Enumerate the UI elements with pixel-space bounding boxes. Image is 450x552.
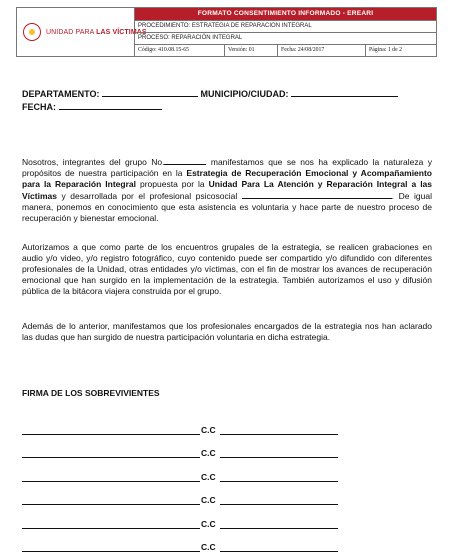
- location-fields: [22, 87, 432, 113]
- signature-row: C.C: [22, 458, 342, 482]
- signature-line[interactable]: [22, 434, 200, 435]
- paragraph-clarification: Además de lo anterior, manifestamos que los profesionales encargados de la estrategia nos han aclarado las dudas que han surgido de nuestra participación voluntaria en dicha estrategia.: [22, 321, 432, 343]
- fecha-blank[interactable]: [59, 100, 162, 110]
- signatures-title: FIRMA DE LOS SOBREVIVIENTES: [22, 388, 160, 398]
- municipio-label: MUNICIPIO/CIUDAD:: [201, 89, 289, 99]
- departamento-label: DEPARTAMENTO:: [22, 89, 100, 99]
- form-title: FORMATO CONSENTIMIENTO INFORMADO - EREARI: [135, 8, 436, 20]
- signature-row: C.C: [22, 505, 342, 529]
- code-cell: Código: 410.08.15-65: [135, 45, 225, 56]
- date-cell: Fecha: 24/08/2017: [278, 45, 366, 56]
- fecha-label: FECHA:: [22, 102, 56, 112]
- signature-list: [22, 411, 342, 552]
- signature-line[interactable]: [22, 457, 200, 458]
- procedure-row: PROCEDIMIENTO: ESTRATEGIA DE REPARACION INTEGRAL: [135, 20, 436, 32]
- header-info: [135, 8, 436, 56]
- id-line[interactable]: [220, 528, 338, 529]
- professional-name-blank[interactable]: [242, 190, 392, 199]
- departamento-blank[interactable]: [102, 87, 198, 97]
- id-line[interactable]: [220, 504, 338, 505]
- metadata-row: [135, 44, 436, 56]
- signature-row: C.C: [22, 435, 342, 459]
- paragraph-authorization: Autorizamos a que como parte de los encuentros grupales de la estrategia, se realicen grabaciones en audio y/o video, y/o registro fotográfico, cuyo contenido puede ser compartido y/o difundido con diferentes profesionales de la Unidad, otras entidades y/o víctimas, con el fin de mostrar los avances de recuperación emocional que han surgido en la implementación de la estrategia. También autorizamos el uso y difusión pública de la bitácora viajera construida por el grupo.: [22, 242, 432, 297]
- id-line[interactable]: [220, 481, 338, 482]
- signature-line[interactable]: [22, 481, 200, 482]
- document-header: [16, 7, 437, 57]
- group-number-blank[interactable]: [164, 156, 206, 165]
- process-row: PROCESO: REPARACIÓN INTEGRAL: [135, 32, 436, 44]
- id-line[interactable]: [220, 457, 338, 458]
- signature-row: C.C: [22, 411, 342, 435]
- signature-line[interactable]: [22, 504, 200, 505]
- page-cell: Página: 1 de 2: [366, 45, 436, 56]
- id-line[interactable]: [220, 434, 338, 435]
- signature-line[interactable]: [22, 528, 200, 529]
- municipio-blank[interactable]: [291, 87, 398, 97]
- signature-row: C.C: [22, 529, 342, 552]
- version-cell: Versión: 01: [225, 45, 278, 56]
- coat-of-arms-icon: [23, 23, 41, 41]
- signature-row: C.C: [22, 482, 342, 506]
- logo: [17, 8, 135, 56]
- logo-text: UNIDAD PARA LAS VÍCTIMAS: [46, 29, 147, 36]
- paragraph-consent: Nosotros, integrantes del grupo No. manifestamos que se nos ha explicado la naturaleza y propósitos de nuestra participación en la Estrategia de Recuperación Emocional y Acompañamiento para la Reparación Integral propuesta por la Unidad Para La Atención y Reparación Integral a las Víctimas y desarrollada por el profesional psicosocial . De igual manera, ponemos en conocimiento que esta asistencia es voluntaria y hace parte de nuestro proceso de recuperación y bienestar emocional.: [22, 156, 432, 224]
